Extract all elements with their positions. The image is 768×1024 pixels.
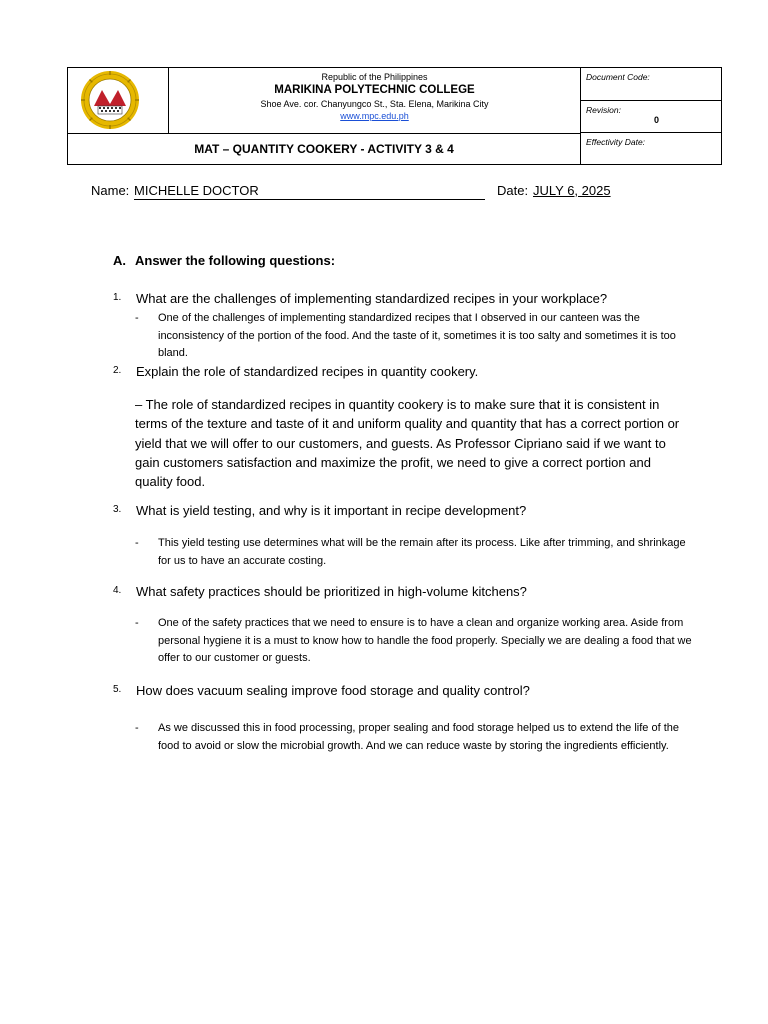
answer-3 (135, 535, 695, 570)
date-label: Date: (497, 183, 529, 198)
website-link[interactable]: www.mpc.edu.ph (340, 111, 409, 121)
college-seal-logo (80, 70, 140, 130)
logo-cell (68, 68, 169, 133)
college-name: MARIKINA POLYTECHNIC COLLEGE (274, 84, 475, 96)
answer-text: One of the safety practices that we need to ensure is to have a clean and organize working area. Aside from personal hygiene it is a must to know how to handle the food properly. Specially we are dealing a food that we offer to our customer or guests. (158, 617, 692, 664)
question-number: 5. (113, 684, 122, 695)
question-number: 4. (113, 585, 122, 596)
document-code-box (581, 68, 722, 101)
answer-1 (135, 310, 695, 363)
section-heading (113, 253, 335, 268)
answer-5 (135, 720, 695, 755)
answer-text: This yield testing use determines what will be the remain after its process. Like after trimming, and shrinkage for us to have an accurate costing. (158, 537, 686, 567)
student-info-row (91, 183, 721, 203)
question-text: Explain the role of standardized recipes in quantity cookery. (136, 364, 479, 379)
answer-2: – The role of standardized recipes in quantity cookery is to make sure that it is consistent in terms of the texture and taste of it and uniform quality and quantity that has a correct portion or yield that we will offer to our customers, and guests. As Professor Cipriano said if we want to gain customers satisfaction and maximize the profit, we need to give a correct portion and quality food. (135, 397, 680, 490)
name-label: Name: (91, 183, 130, 198)
document-header (67, 67, 722, 165)
effectivity-box (581, 133, 722, 164)
question-text: How does vacuum sealing improve food storage and quality control? (136, 683, 530, 698)
question-number: 1. (113, 292, 122, 303)
college-address: Shoe Ave. cor. Chanyungco St., Sta. Elena, Marikina City (260, 99, 489, 109)
question-text: What safety practices should be prioritized in high-volume kitchens? (136, 584, 527, 599)
effectivity-label: Effectivity Date: (586, 137, 646, 147)
document-control-column (580, 68, 721, 164)
answer-dash: - (135, 537, 139, 549)
student-name: MICHELLE DOCTOR (134, 183, 485, 200)
revision-label: Revision: (586, 105, 621, 115)
question-text: What is yield testing, and why is it important in recipe development? (136, 503, 527, 518)
answer-dash: - (135, 312, 139, 324)
revision-box (581, 101, 722, 133)
question-number: 2. (113, 365, 122, 376)
activity-title: MAT – QUANTITY COOKERY - ACTIVITY 3 & 4 (68, 133, 580, 164)
document-code-label: Document Code: (586, 72, 650, 82)
answer-4 (135, 615, 695, 668)
section-title: Answer the following questions: (135, 253, 336, 268)
answer-dash: - (135, 617, 139, 629)
date-value: JULY 6, 2025 (533, 183, 611, 198)
answer-text: As we discussed this in food processing, proper sealing and food storage helped us to extend the life of the food to avoid or slow the microbial growth. And we can reduce waste by storing the ingredients efficiently. (158, 722, 679, 752)
republic-line: Republic of the Philippines (321, 72, 428, 82)
school-info (169, 68, 580, 133)
question-text: What are the challenges of implementing standardized recipes in your workplace? (136, 291, 608, 306)
revision-value: 0 (653, 115, 659, 125)
answer-dash: - (135, 722, 139, 734)
answer-text: One of the challenges of implementing standardized recipes that I observed in our canteen was the inconsistency of the portion of the food. And the taste of it, sometimes it is too salty and sometimes it is too bland. (158, 312, 676, 359)
section-letter: A. (113, 253, 126, 268)
question-number: 3. (113, 504, 122, 515)
